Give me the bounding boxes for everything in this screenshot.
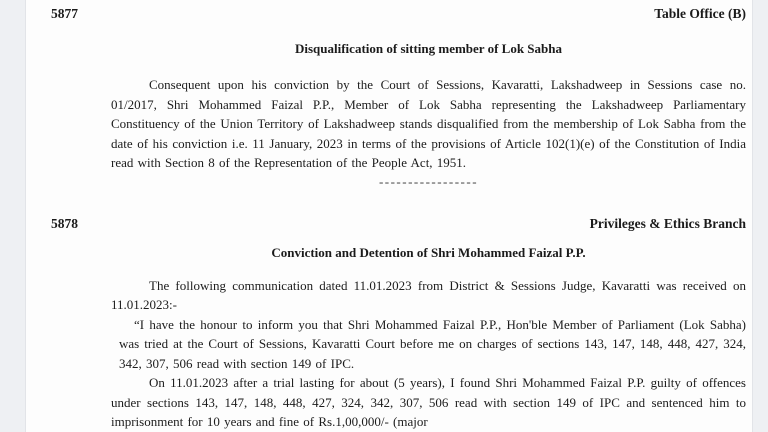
bulletin-page — [25, 0, 753, 432]
section-separator: ----------------- — [378, 173, 479, 189]
item-body — [111, 276, 746, 432]
quoted-communication-paragraph: “I have the honour to inform you that Shri Mohammed Faizal P.P., Hon'ble Member of Parliament (Lok Sabha) was tried at the Court of Sessions, Kavaratti Court before me on charges of sections 143, 147, 148, 448, 427, 324, 342, 307, 506 read with section 149 of IPC. — [119, 316, 746, 371]
bulletin-item-5878 — [51, 217, 746, 432]
item-header-row — [51, 7, 746, 21]
branch-label: Table Office (B) — [654, 6, 746, 21]
item-heading: Disqualification of sitting member of Lok Sabha — [294, 41, 562, 56]
item-number: 5878 — [51, 215, 78, 231]
item-number: 5877 — [51, 6, 78, 21]
item-header-row — [51, 217, 746, 231]
paragraph: The following communication dated 11.01.2023 from District & Sessions Judge, Kavaratti was received on 11.01.2023:- — [111, 277, 746, 312]
item-heading: Conviction and Detention of Shri Mohammed Faizal P.P. — [271, 244, 586, 260]
paragraph: Consequent upon his conviction by the Court of Sessions, Kavaratti, Lakshadweep in Sessions case no. 01/2017, Shri Mohammed Faizal P.P., Member of Lok Sabha representing the Lakshadweep Parliamentary Constituency of the Union Territory of Lakshadweep stands disqualified from the membership of Lok Sabha from the date of his conviction i.e. 11 January, 2023 in terms of the provisions of Article 102(1)(e) of the Constitution of India read with Section 8 of the Representation of the People Act, 1951. — [111, 77, 746, 170]
paragraph: On 11.01.2023 after a trial lasting for about (5 years), I found Shri Mohammed Faizal P.P. guilty of offences under sections 143, 147, 148, 448, 427, 324, 342, 307, 506 read with section 149 of IPC and sentenced him to imprisonment for 10 years and fine of Rs.1,00,000/- (major — [111, 375, 746, 429]
branch-label: Privileges & Ethics Branch — [589, 215, 746, 231]
bulletin-item-5877 — [51, 7, 746, 190]
item-body — [111, 75, 746, 190]
